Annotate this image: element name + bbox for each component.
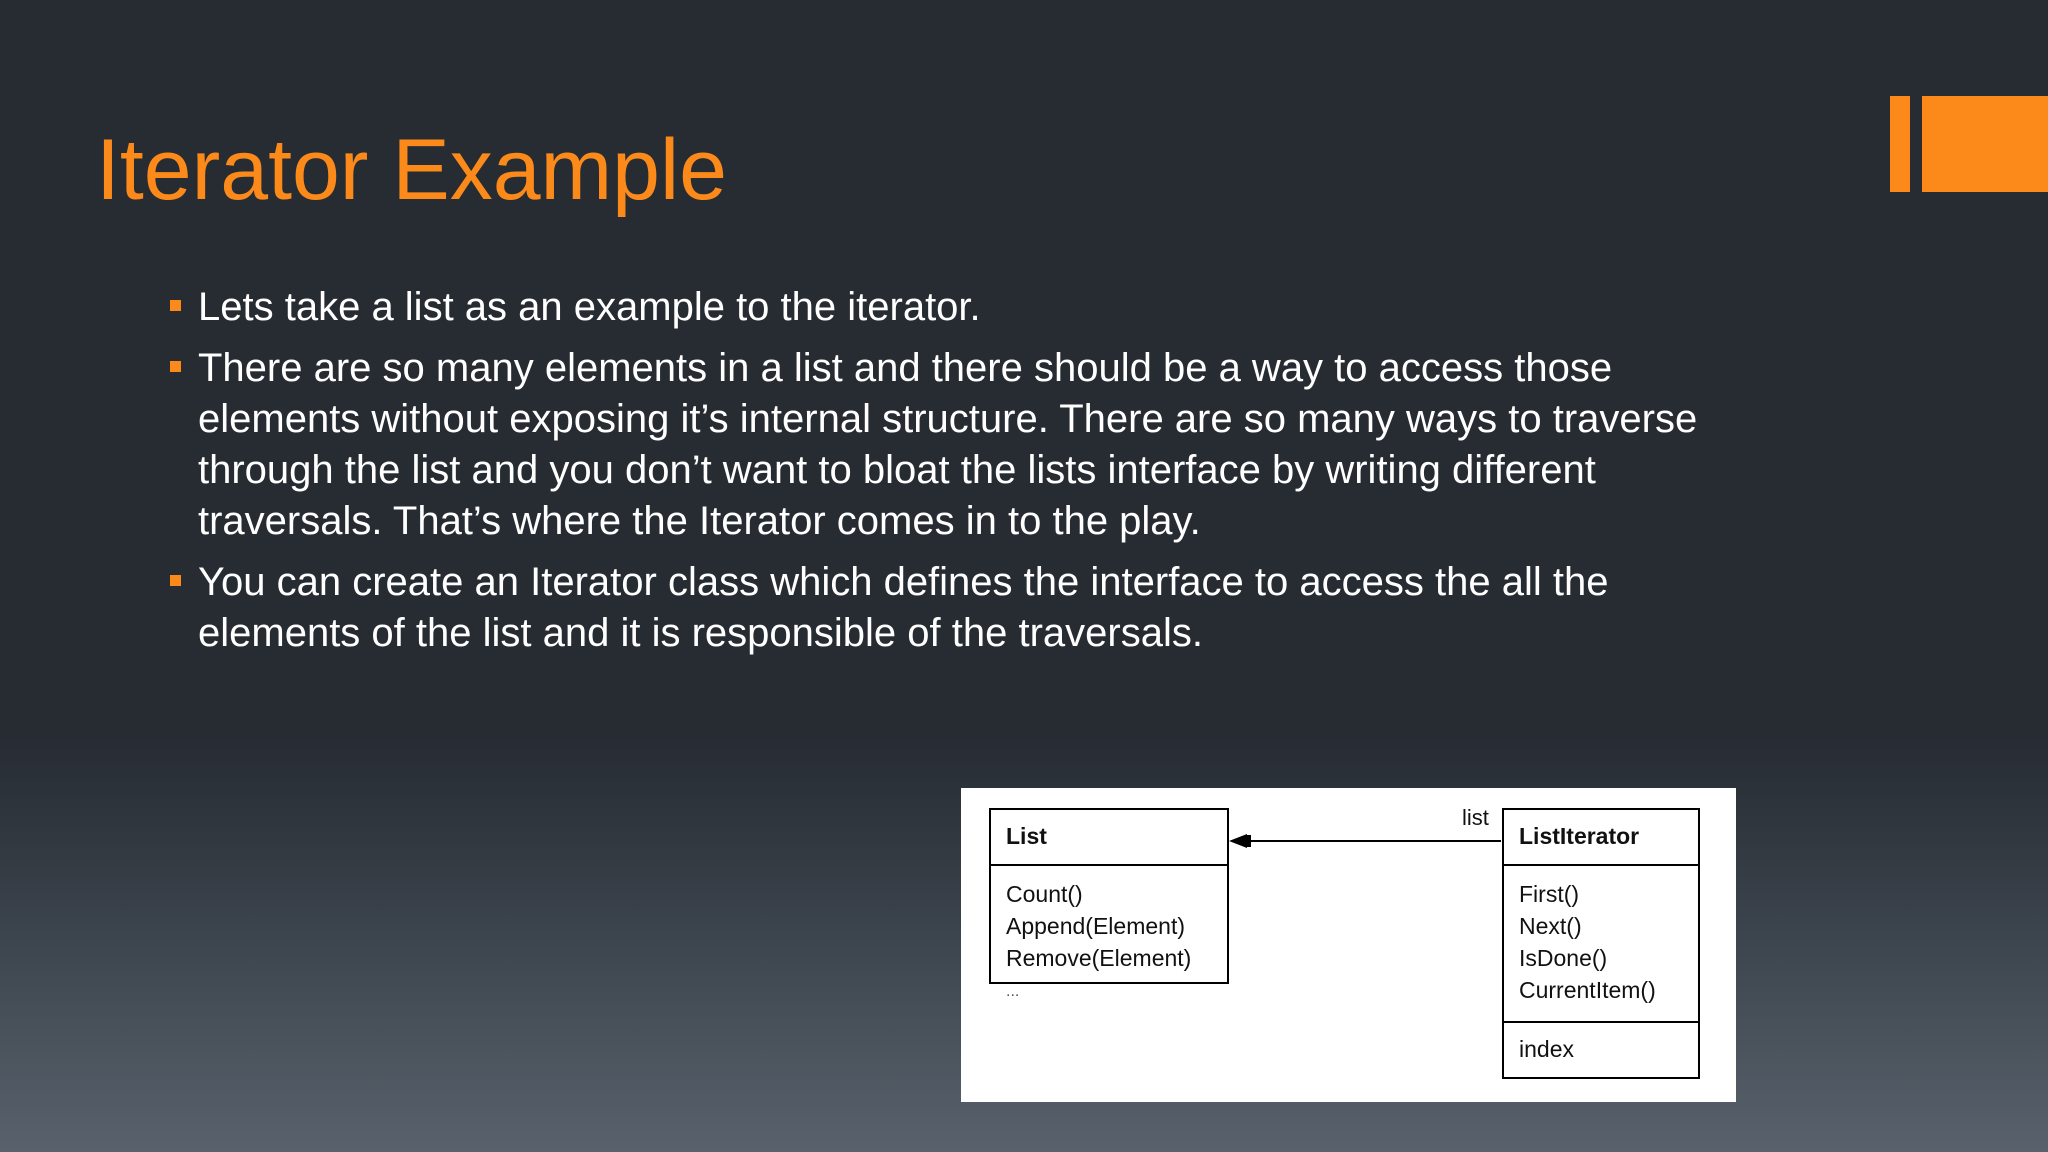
accent-bar [1890, 96, 1910, 192]
square-bullet-icon [170, 575, 181, 586]
square-bullet-icon [170, 300, 181, 311]
listiterator-operation: IsDone() [1519, 945, 1608, 971]
bullet-item [168, 343, 1748, 547]
listiterator-attributes [1504, 1023, 1698, 1065]
square-bullet-icon [170, 361, 181, 372]
listiterator-operations [1504, 866, 1698, 1021]
association-label: list [1462, 805, 1489, 830]
list-class-name: List [991, 810, 1227, 866]
list-operations [991, 866, 1227, 1010]
bullet-list [168, 282, 1748, 669]
bullet-item [168, 282, 1748, 333]
arrowhead-icon [1229, 832, 1253, 850]
list-operation: Append(Element) [1006, 913, 1185, 939]
bullet-item [168, 557, 1748, 659]
list-class-box [989, 808, 1229, 1000]
listiterator-class-name: ListIterator [1504, 810, 1698, 866]
bullet-text: Lets take a list as an example to the iterator. [198, 285, 981, 329]
bullet-text: There are so many elements in a list and there should be a way to access those elements without exposing it’s internal structure. There are so many ways to traverse through the list and you don’t want to bloat the lists interface by writing different traversals. That’s where the Iterator comes in to the play. [198, 346, 1698, 543]
slide-title: Iterator Example [96, 122, 727, 218]
list-operation-ellipsis: ... [1006, 983, 1020, 1000]
listiterator-class-box [1502, 808, 1700, 1079]
uml-diagram [961, 788, 1736, 1102]
listiterator-operation: First() [1519, 881, 1580, 907]
listiterator-operation: Next() [1519, 913, 1582, 939]
association-line [1249, 840, 1501, 842]
listiterator-operation: CurrentItem() [1519, 977, 1656, 1003]
list-operation: Remove(Element) [1006, 945, 1192, 971]
accent-block [1922, 96, 2048, 192]
listiterator-attribute: index [1519, 1036, 1574, 1062]
bullet-text: You can create an Iterator class which defines the interface to access the all the elements of the list and it is responsible of the traversals. [198, 560, 1609, 655]
list-operation: Count() [1006, 881, 1083, 907]
